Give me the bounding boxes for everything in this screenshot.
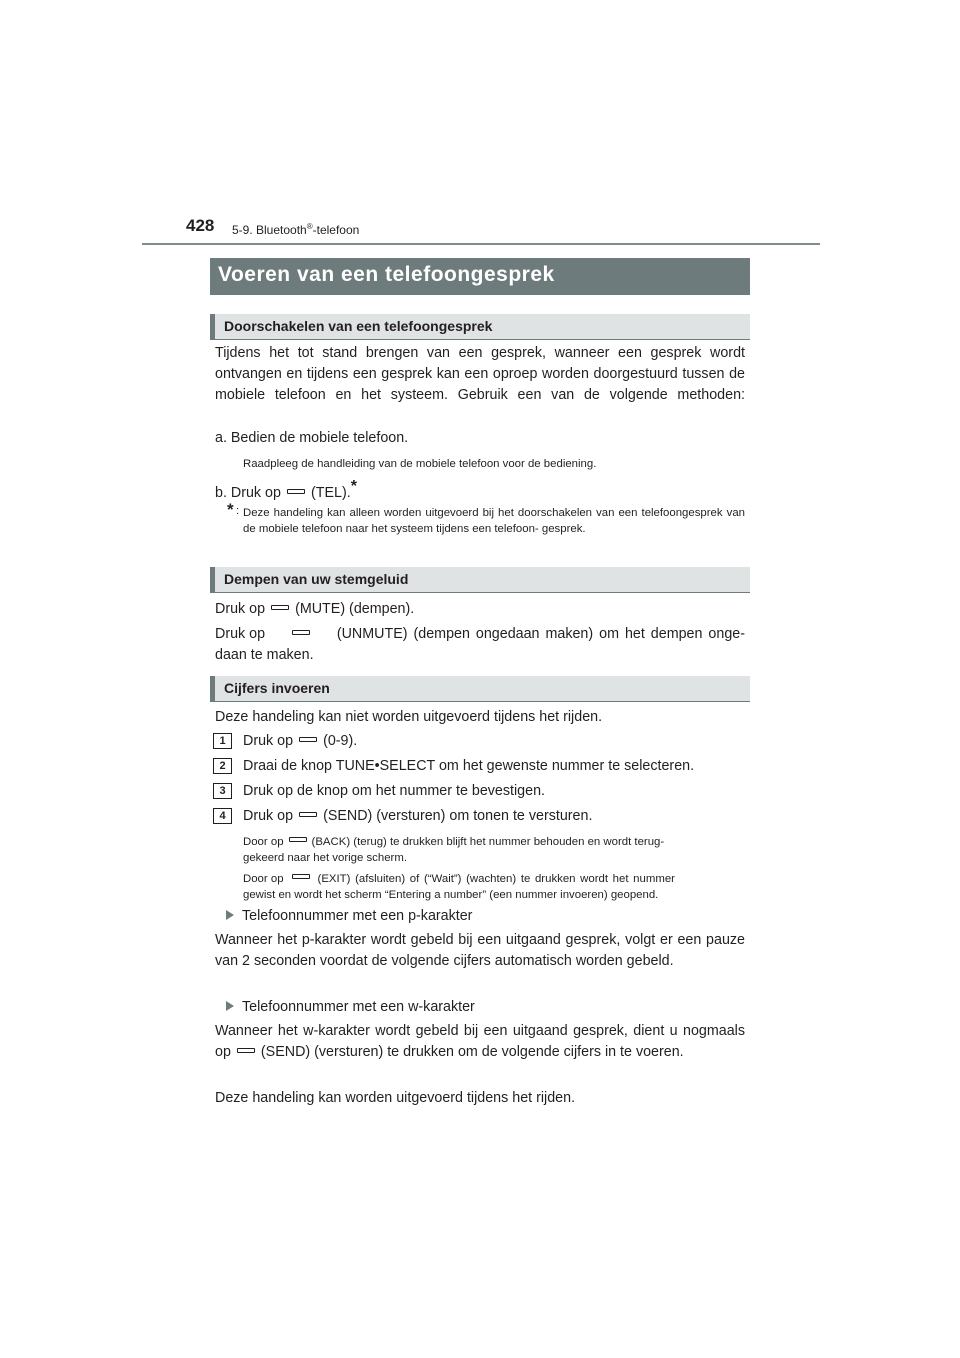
note-back-label: (BACK) (terug) te drukken blijft het nummer behouden en wordt terug- [311, 836, 665, 848]
footnote-star: * [350, 478, 357, 495]
unmute-button-icon [292, 630, 310, 635]
step-4 [243, 806, 592, 827]
section-prefix: 5-9. Bluetooth [232, 223, 307, 237]
option-a-note: Raadpleeg de handleiding van de mobiele telefoon voor de bediening. [243, 458, 597, 470]
unmute-line [215, 624, 745, 645]
note-back-text: Door op [243, 836, 284, 848]
step-3: Druk op de knop om het nummer te bevestigen. [243, 783, 545, 799]
step-4-text: Druk op [243, 808, 294, 824]
header-rule [142, 243, 820, 245]
p-char-title-text: Telefoonnummer met een p-karakter [242, 908, 473, 924]
send-button-icon [299, 812, 317, 817]
mute-line [215, 599, 414, 620]
note-exit-cont: gewist en wordt het scherm “Entering a number” (een nummer invoeren) geopend. [243, 889, 659, 901]
section-heading-transfer [210, 314, 750, 340]
unmute-line-cont: daan te maken. [215, 647, 314, 663]
back-button-icon [289, 837, 307, 842]
unmute-line-label: (UNMUTE) (dempen ongedaan maken) om het dempen onge- [336, 626, 745, 642]
footnote-text: Deze handeling kan alleen worden uitgevoerd bij het doorschakelen van een telefoongesprek van de mobiele telefoon naar het systeem tijdens een telefoon- gesprek. [243, 507, 745, 535]
w-char-text-before: Wanneer het w-karakter wordt gebeld bij een uitgaand gesprek, dient u nogmaals op [215, 1023, 745, 1060]
heading-text: Cijfers invoeren [224, 680, 330, 696]
running-header [232, 222, 359, 237]
heading-text: Doorschakelen van een telefoongesprek [224, 318, 493, 334]
step-number-1: 1 [213, 733, 232, 749]
registered-mark: ® [306, 222, 313, 231]
step-number-4: 4 [213, 808, 232, 824]
heading-text: Dempen van uw stemgeluid [224, 571, 409, 587]
heading-bar [210, 314, 215, 340]
step-4-label: (SEND) (versturen) om tonen te versturen. [323, 808, 593, 824]
w-char-title-text: Telefoonnummer met een w-karakter [242, 999, 475, 1015]
note-exit-text: Door op [243, 873, 284, 885]
mute-line-label: (MUTE) (dempen). [295, 601, 415, 617]
p-char-title [226, 906, 472, 927]
transfer-intro: Tijdens het tot stand brengen van een gesprek, wanneer een gesprek wordt ontvangen en tijdens een gesprek kan een oproep worden doorgestuurd tussen de mobiele telefoon en het systeem. Gebruik een van de volgende methoden: [215, 345, 745, 403]
w-char-text-after: (SEND) (versturen) te drukken om de volgende cijfers in te voeren. [260, 1044, 684, 1060]
option-b [215, 476, 357, 504]
final-note: Deze handeling kan worden uitgevoerd tijdens het rijden. [215, 1090, 576, 1106]
option-b-text: b. Druk op [215, 485, 281, 501]
mute-line-text: Druk op [215, 601, 266, 617]
section-suffix: -telefoon [312, 223, 360, 237]
digits-intro: Deze handeling kan niet worden uitgevoerd tijdens het rijden. [215, 709, 603, 725]
unmute-line-text: Druk op [215, 626, 266, 642]
heading-bar [210, 676, 215, 702]
step-number-3: 3 [213, 783, 232, 799]
option-b-label: (TEL). [310, 485, 351, 501]
section-heading-mute [210, 567, 750, 593]
step-1 [243, 731, 357, 752]
triangle-bullet-icon [226, 1001, 234, 1011]
page-number: 428 [186, 216, 215, 235]
note-back-cont: gekeerd naar het vorige scherm. [243, 852, 407, 864]
step-2: Draai de knop TUNE•SELECT om het gewenste nummer te selecteren. [243, 758, 695, 774]
triangle-bullet-icon [226, 910, 234, 920]
p-char-text: Wanneer het p-karakter wordt gebeld bij een uitgaand gesprek, volgt er een pauze van 2 seconden voordat de volgende cijfers automatisch worden gebeld. [215, 932, 745, 969]
step-1-text: Druk op [243, 733, 294, 749]
w-char-text [215, 1021, 745, 1063]
page-title-banner [210, 258, 750, 295]
footnote-mark: * [227, 500, 234, 519]
digit-button-icon [299, 737, 317, 742]
tel-button-icon [287, 489, 305, 494]
footnote-colon: : [236, 505, 240, 517]
option-a: a. Bedien de mobiele telefoon. [215, 430, 409, 446]
heading-bar [210, 567, 215, 593]
mute-button-icon [271, 605, 289, 610]
w-char-title [226, 997, 475, 1018]
exit-button-icon [292, 874, 310, 879]
section-heading-digits [210, 676, 750, 702]
send-button-icon [237, 1048, 255, 1053]
step-1-label: (0-9). [323, 733, 358, 749]
note-exit-label: (EXIT) (afsluiten) of (“Wait”) (wachten) te drukken wordt het nummer [317, 873, 675, 885]
page-title: Voeren van een telefoongesprek [218, 263, 555, 286]
note-exit [243, 871, 745, 887]
note-back [243, 834, 745, 850]
step-number-2: 2 [213, 758, 232, 774]
